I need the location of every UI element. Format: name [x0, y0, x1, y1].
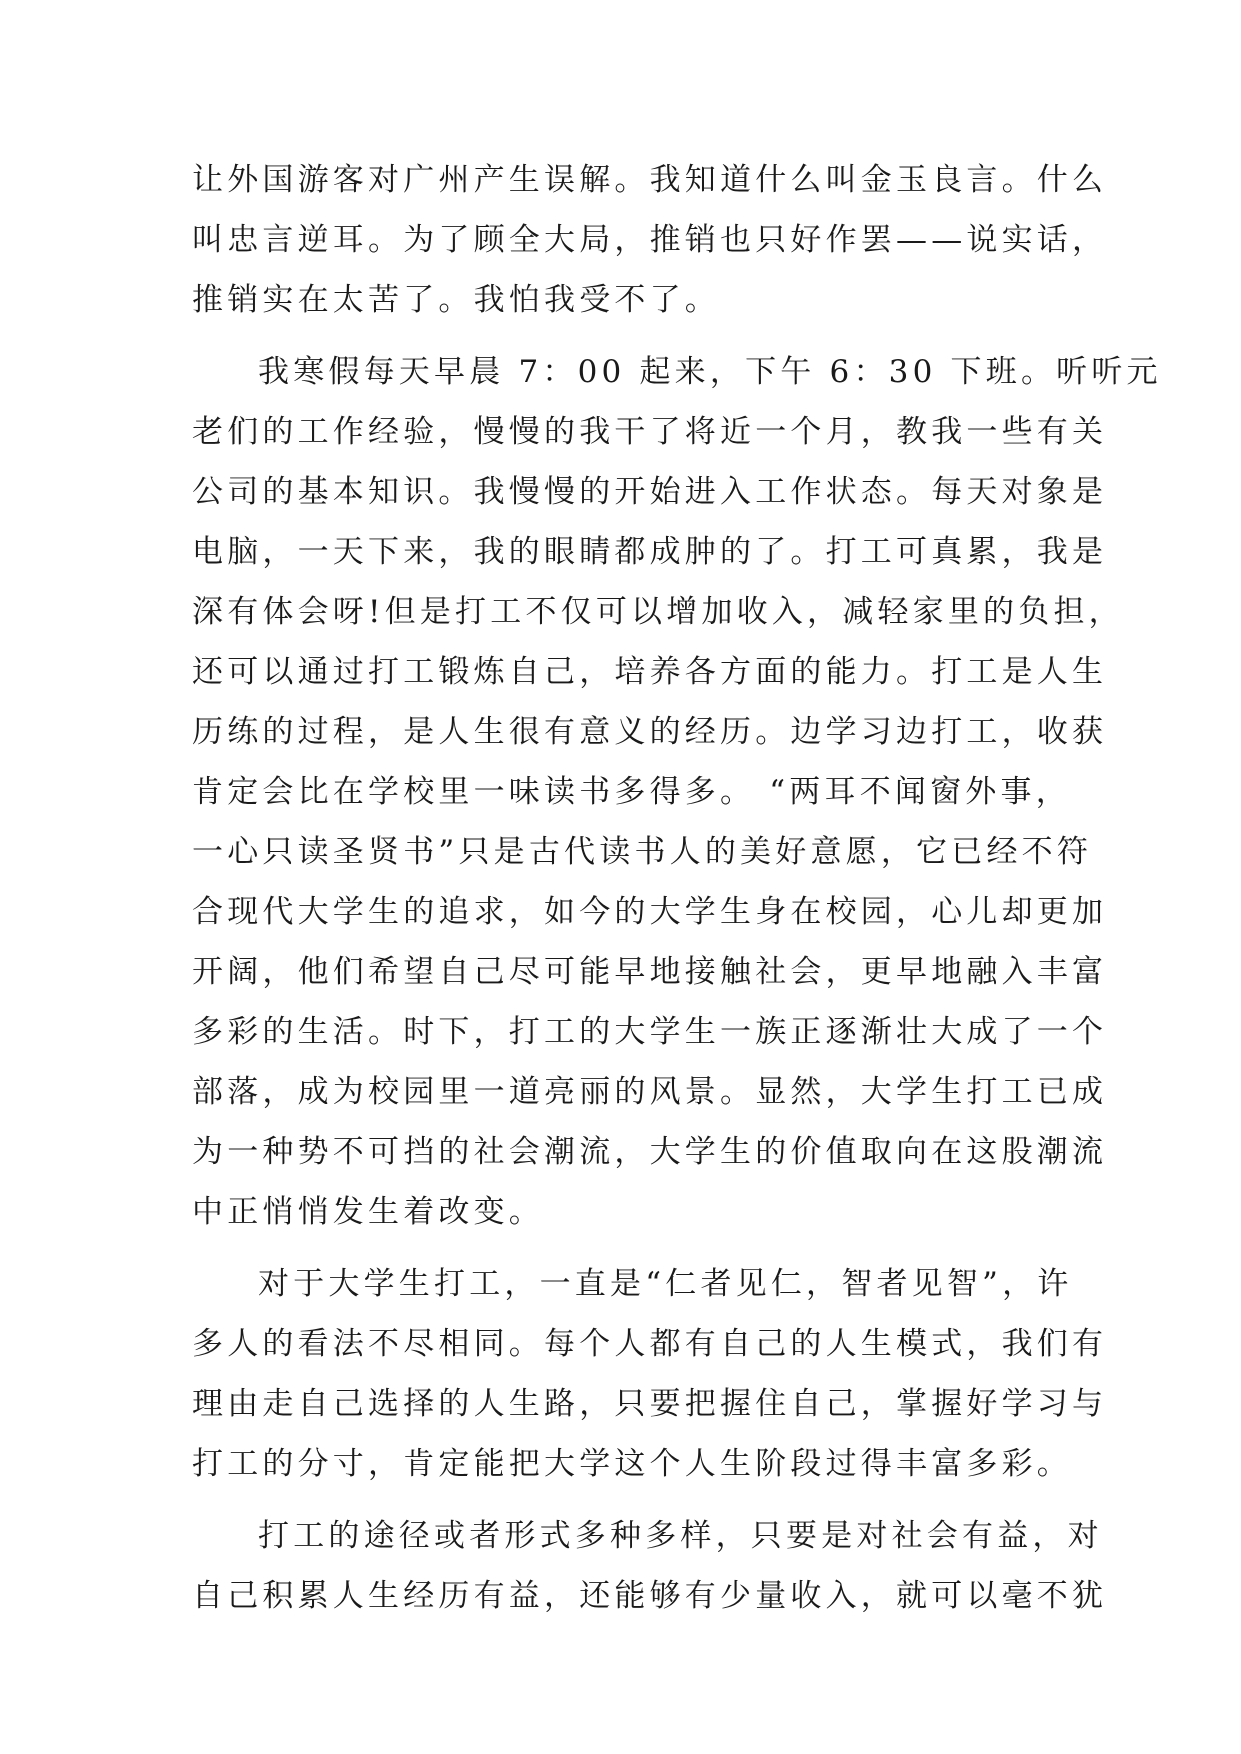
text-line: 叫忠言逆耳。为了顾全大局，推销也只好作罢——说实话， [192, 222, 1108, 258]
text-line: 部落，成为校园里一道亮丽的风景。显然，大学生打工已成 [192, 1074, 1108, 1110]
paragraph-spacer [192, 1494, 1052, 1506]
paragraph-spacer [192, 1242, 1052, 1254]
text-line-first: 我寒假每天早晨 7：00 起来，下午 6：30 下班。听听元 [258, 354, 1162, 390]
text-line: 还可以通过打工锻炼自己，培养各方面的能力。打工是人生 [192, 654, 1108, 690]
text-line: 自己积累人生经历有益，还能够有少量收入，就可以毫不犹 [192, 1578, 1108, 1614]
text-line: 一心只读圣贤书”只是古代读书人的美好意愿，它已经不符 [192, 834, 1093, 870]
paragraph-2 [192, 342, 1162, 1242]
paragraph-spacer [192, 330, 1052, 342]
text-line: 老们的工作经验，慢慢的我干了将近一个月，教我一些有关 [192, 414, 1108, 450]
text-line: 多人的看法不尽相同。每个人都有自己的人生模式，我们有 [192, 1326, 1108, 1362]
text-line-first: 对于大学生打工，一直是“仁者见仁，智者见智”，许 [258, 1266, 1073, 1302]
paragraph-3 [192, 1254, 1108, 1494]
text-line: 多彩的生活。时下，打工的大学生一族正逐渐壮大成了一个 [192, 1014, 1108, 1050]
text-line: 打工的分寸，肯定能把大学这个人生阶段过得丰富多彩。 [192, 1446, 1072, 1482]
text-line: 历练的过程，是人生很有意义的经历。边学习边打工，收获 [192, 714, 1108, 750]
text-line: 公司的基本知识。我慢慢的开始进入工作状态。每天对象是 [192, 474, 1108, 510]
document-body [192, 150, 1162, 1626]
paragraph-1 [192, 150, 1108, 330]
text-line: 深有体会呀!但是打工不仅可以增加收入，减轻家里的负担， [192, 594, 1124, 630]
text-line: 推销实在太苦了。我怕我受不了。 [192, 282, 720, 318]
text-line: 开阔，他们希望自己尽可能早地接触社会，更早地融入丰富 [192, 954, 1108, 990]
text-line: 电脑，一天下来，我的眼睛都成肿的了。打工可真累，我是 [192, 534, 1108, 570]
text-line-first: 打工的途径或者形式多种多样，只要是对社会有益，对 [258, 1518, 1103, 1554]
text-line: 合现代大学生的追求，如今的大学生身在校园，心儿却更加 [192, 894, 1108, 930]
paragraph-4 [192, 1506, 1108, 1626]
text-line: 肯定会比在学校里一味读书多得多。 “两耳不闻窗外事， [192, 774, 1071, 810]
text-line: 中正悄悄发生着改变。 [192, 1194, 544, 1230]
text-line: 理由走自己选择的人生路，只要把握住自己，掌握好学习与 [192, 1386, 1108, 1422]
text-line: 为一种势不可挡的社会潮流，大学生的价值取向在这股潮流 [192, 1134, 1108, 1170]
text-line: 让外国游客对广州产生误解。我知道什么叫金玉良言。什么 [192, 162, 1108, 198]
